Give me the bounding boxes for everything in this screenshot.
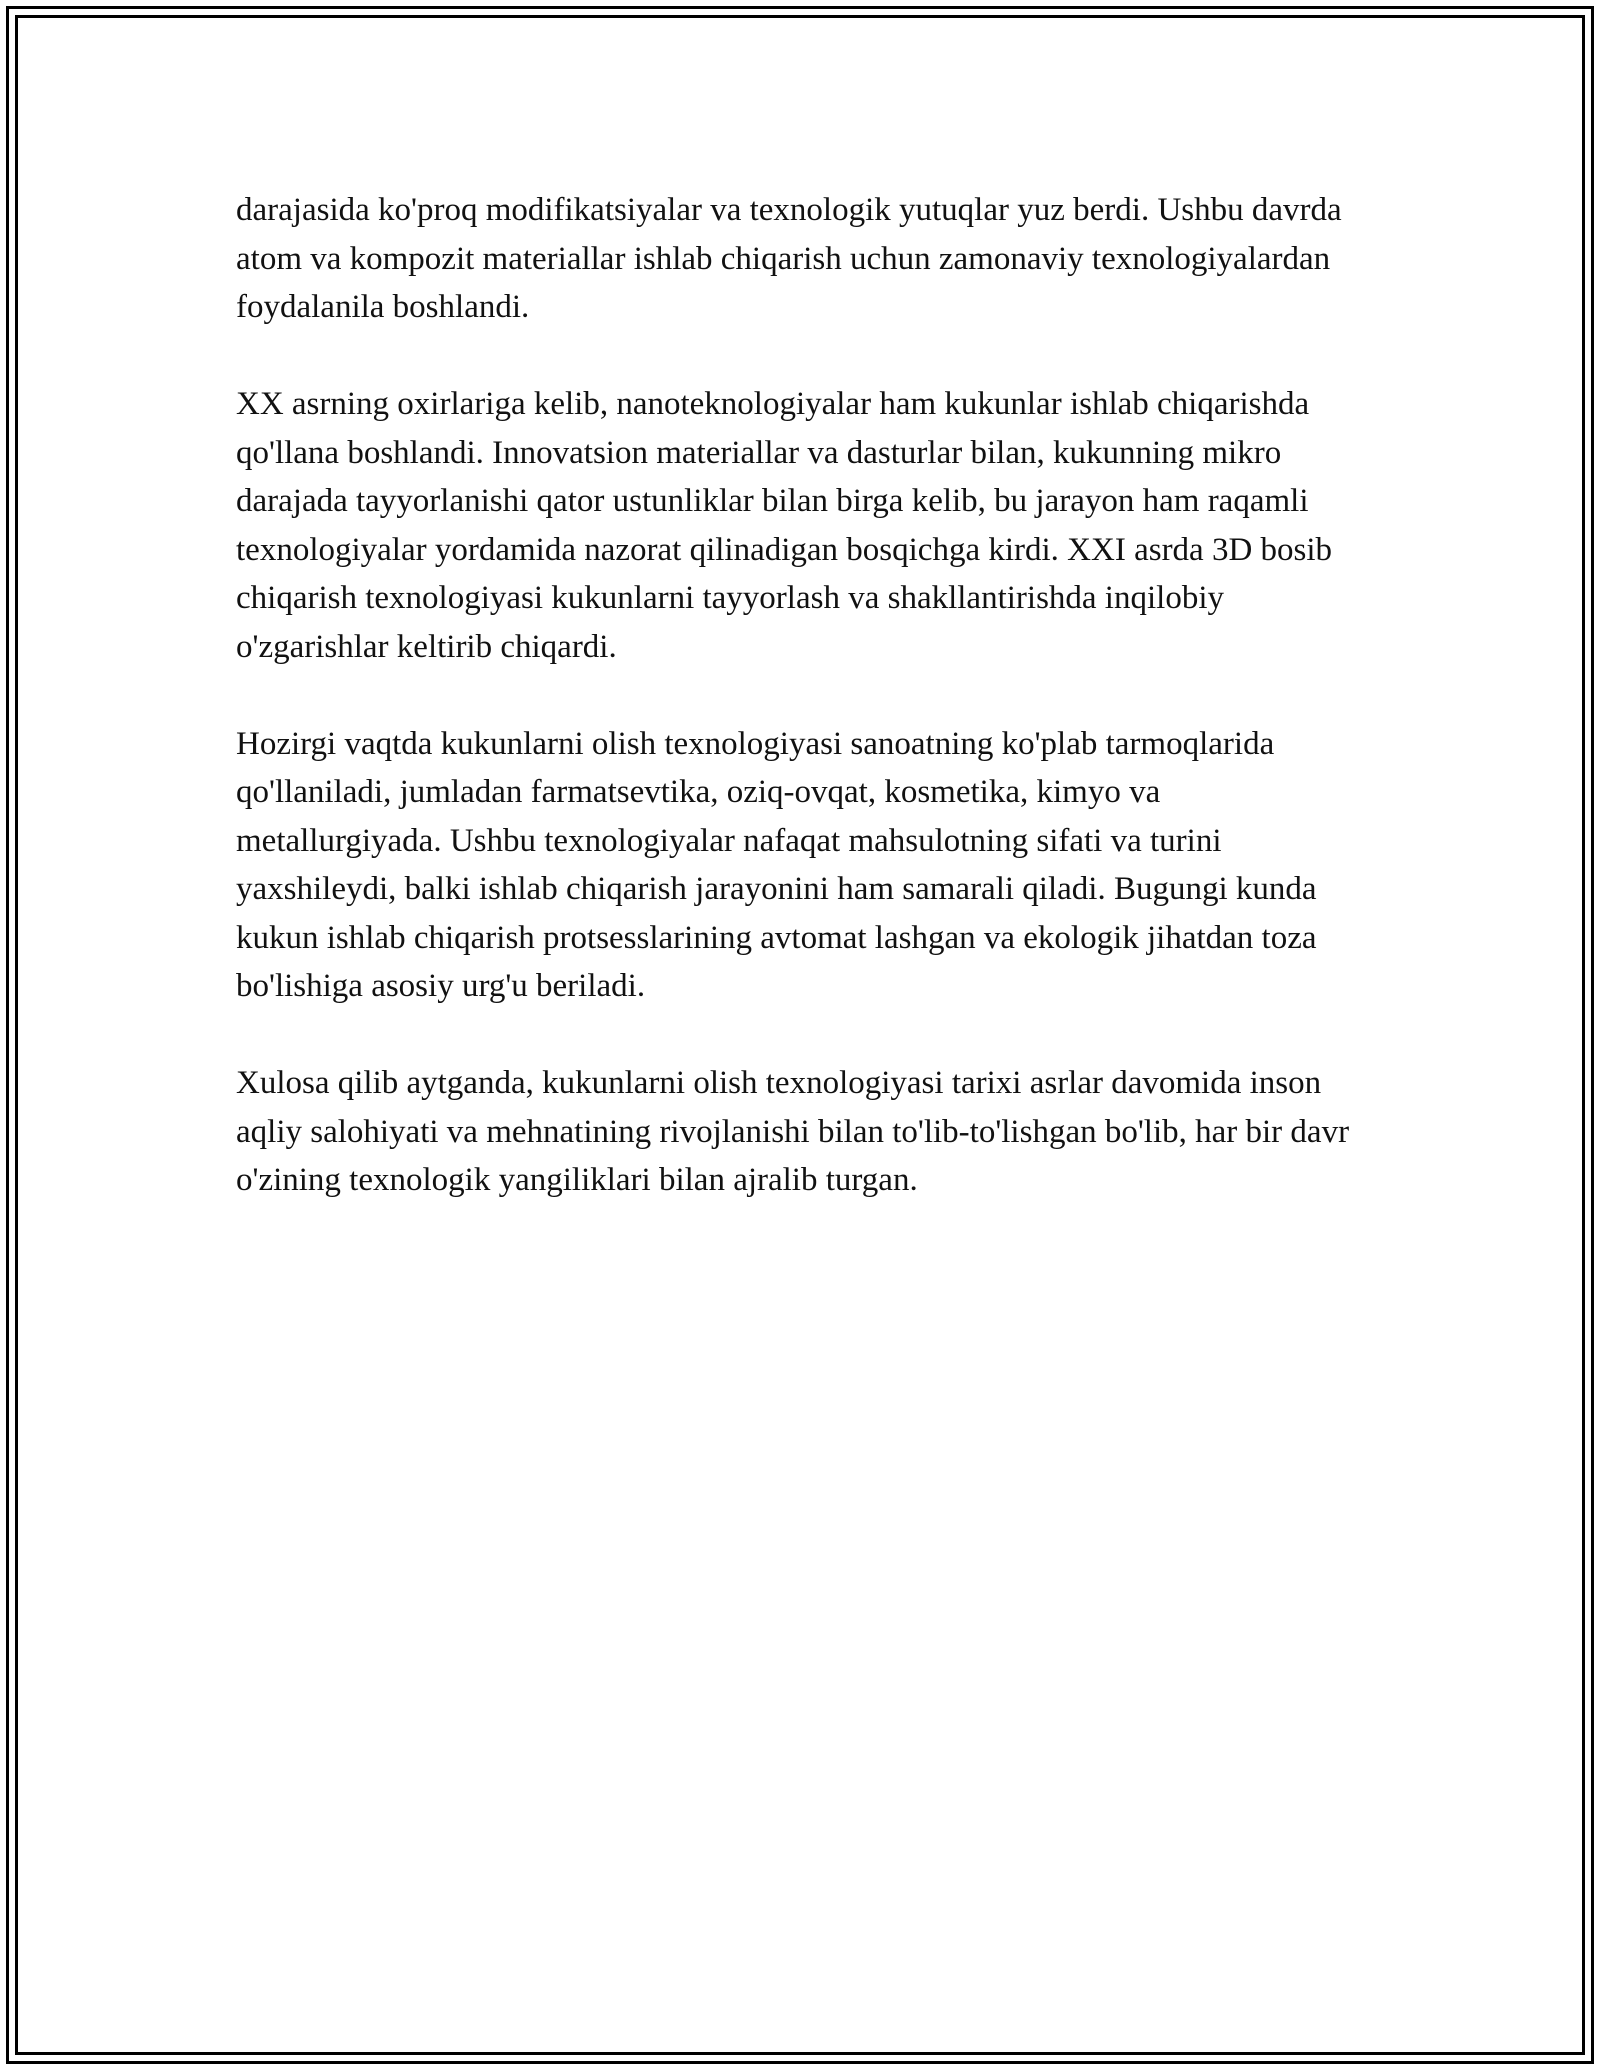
paragraph-3: Hozirgi vaqtda kukunlarni olish texnologiyasi sanoatning ko'plab tarmoqlarida qo'llaniladi, jumladan farmatsevtika, oziq-ovqat, kosmetika, kimyo va metallurgiyada. Ushbu texnologiyalar nafaqat mahsulotning sifati va turini yaxshileydi, balki ishlab chiqarish jarayonini ham samarali qiladi. Bugungi kunda kukun ishlab chiqarish protsesslarining avtomat lashgan va ekologik jihatdan toza bo'lishiga asosiy urg'u beriladi. [236, 725, 1317, 1004]
paragraph-1: darajasida ko'proq modifikatsiyalar va texnologik yutuqlar yuz berdi. Ushbu davrda atom va kompozit materiallar ishlab chiqarish uchun zamonaviy texnologiyalardan foydalanila boshlandi. [236, 192, 1342, 325]
paragraph-4: Xulosa qilib aytganda, kukunlarni olish texnologiyasi tarixi asrlar davomida inson aqliy salohiyati va mehnatining rivojlanishi bilan to'lib-to'lishgan bo'lib, har bir davr o'zining texnologik yangiliklari bilan ajralib turgan. [236, 1065, 1350, 1198]
paragraph-2: XX asrning oxirlariga kelib, nanoteknologiyalar ham kukunlar ishlab chiqarishda qo'llana boshlandi. Innovatsion materiallar va dasturlar bilan, kukunning mikro darajada tayyorlanishi qator ustunliklar bilan birga kelib, bu jarayon ham raqamli texnologiyalar yordamida nazorat qilinadigan bosqichga kirdi. XXI asrda 3D bosib chiqarish texnologiyasi kukunlarni tayyorlash va shakllantirishda inqilobiy o'zgarishlar keltirib chiqardi. [236, 386, 1333, 665]
document-body [236, 186, 1366, 1253]
